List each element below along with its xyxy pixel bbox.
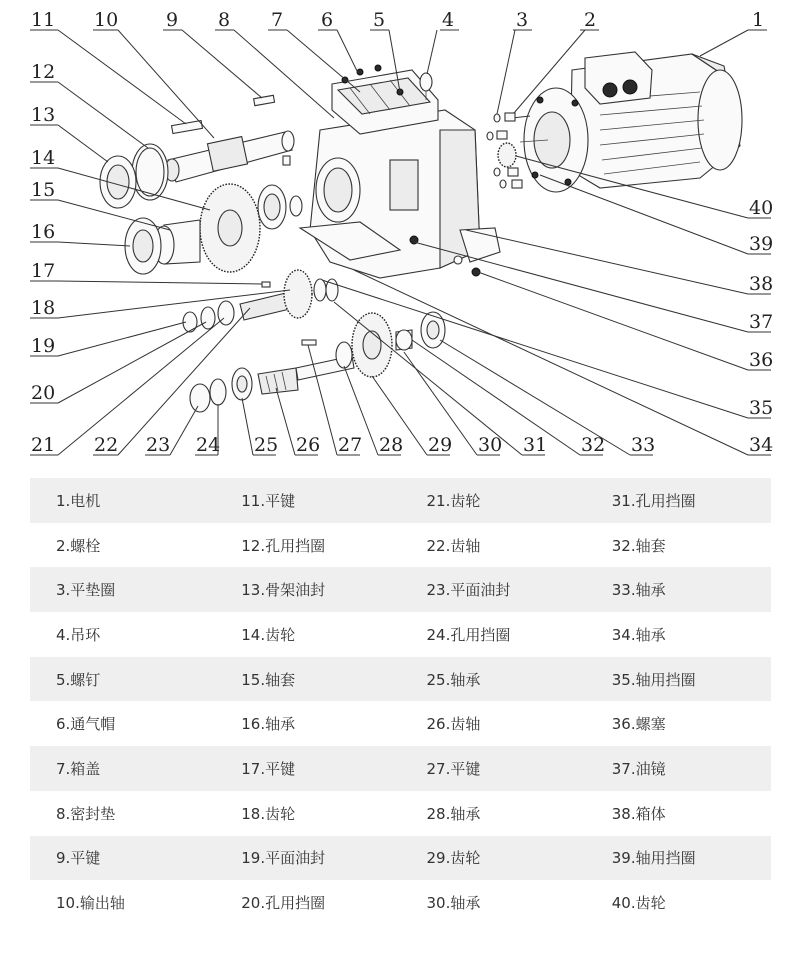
part-cell: 4.吊环 (56, 625, 101, 644)
intermediate-shaft-drawing (183, 270, 338, 332)
callout-3: 3 (516, 9, 529, 31)
callout-38: 38 (749, 273, 774, 295)
output-shaft-drawing (100, 95, 302, 274)
callout-8: 8 (218, 9, 231, 31)
part-cell: 30.轴承 (426, 894, 481, 913)
callout-34: 34 (749, 434, 774, 456)
part-cell: 6.通气帽 (56, 715, 116, 734)
part-cell: 22.齿轴 (426, 536, 481, 555)
part-cell: 17.平键 (241, 759, 296, 778)
table-row (30, 791, 771, 836)
part-cell: 25.轴承 (426, 670, 481, 689)
part-cell: 32.轴套 (611, 536, 666, 555)
part-cell: 10.输出轴 (56, 894, 125, 913)
part-cell: 2.螺栓 (56, 536, 101, 555)
callout-35: 35 (749, 397, 774, 419)
part-cell: 36.螺塞 (611, 715, 666, 734)
callout-7: 7 (271, 9, 284, 31)
part-cell: 3.平垫圈 (56, 581, 116, 600)
exploded-view-svg (0, 0, 790, 470)
callout-33: 33 (631, 434, 656, 456)
callout-40: 40 (749, 197, 774, 219)
callout-36: 36 (749, 349, 774, 371)
callout-14: 14 (31, 147, 56, 169)
callout-17: 17 (31, 260, 56, 282)
motor-pinion-drawing (498, 143, 516, 167)
part-cell: 13.骨架油封 (241, 581, 326, 600)
callout-4: 4 (442, 9, 455, 31)
callout-23: 23 (146, 434, 171, 456)
table-row (30, 612, 771, 657)
part-cell: 16.轴承 (241, 715, 296, 734)
part-cell: 23.平面油封 (426, 581, 511, 600)
part-cell: 28.轴承 (426, 804, 481, 823)
table-row (30, 523, 771, 568)
callout-25: 25 (254, 434, 279, 456)
part-cell: 20.孔用挡圈 (241, 894, 326, 913)
table-row (30, 478, 771, 523)
part-cell: 21.齿轮 (426, 491, 481, 510)
part-cell: 7.箱盖 (56, 759, 101, 778)
callout-19: 19 (31, 335, 56, 357)
callout-30: 30 (478, 434, 503, 456)
part-cell: 35.轴用挡圈 (611, 670, 696, 689)
part-cell: 18.齿轮 (241, 804, 296, 823)
part-cell: 39.轴用挡圈 (611, 849, 696, 868)
part-cell: 11.平键 (241, 491, 296, 510)
motor-drawing (520, 52, 742, 192)
callout-5: 5 (373, 9, 386, 31)
part-cell: 19.平面油封 (241, 849, 326, 868)
part-cell: 1.电机 (56, 491, 101, 510)
callout-2: 2 (584, 9, 597, 31)
part-cell: 9.平键 (56, 849, 101, 868)
part-cell: 34.轴承 (611, 625, 666, 644)
callout-32: 32 (581, 434, 606, 456)
callout-11: 11 (31, 9, 56, 31)
callout-37: 37 (749, 311, 774, 333)
callout-10: 10 (94, 9, 119, 31)
input-shaft-drawing (190, 312, 445, 412)
table-row (30, 880, 771, 925)
table-row (30, 746, 771, 791)
exploded-diagram (0, 0, 790, 470)
callout-28: 28 (379, 434, 404, 456)
part-cell: 24.孔用挡圈 (426, 625, 511, 644)
callout-6: 6 (321, 9, 334, 31)
table-row (30, 836, 771, 881)
callout-20: 20 (31, 382, 56, 404)
callout-27: 27 (338, 434, 363, 456)
part-cell: 33.轴承 (611, 581, 666, 600)
callout-9: 9 (166, 9, 179, 31)
part-cell: 8.密封垫 (56, 804, 116, 823)
callout-26: 26 (296, 434, 321, 456)
table-row (30, 657, 771, 702)
part-cell: 27.平键 (426, 759, 481, 778)
part-cell: 37.油镜 (611, 759, 666, 778)
callout-12: 12 (31, 61, 56, 83)
callout-24: 24 (196, 434, 221, 456)
callout-18: 18 (31, 297, 56, 319)
part-cell: 31.孔用挡圈 (611, 491, 696, 510)
callout-1: 1 (752, 9, 765, 31)
part-cell: 12.孔用挡圈 (241, 536, 326, 555)
callout-16: 16 (31, 221, 56, 243)
callout-15: 15 (31, 179, 56, 201)
table-row (30, 701, 771, 746)
callout-22: 22 (94, 434, 119, 456)
callout-31: 31 (523, 434, 548, 456)
callout-13: 13 (31, 104, 56, 126)
part-cell: 15.轴套 (241, 670, 296, 689)
part-cell: 5.螺钉 (56, 670, 101, 689)
part-cell: 29.齿轮 (426, 849, 481, 868)
parts-list-table (30, 478, 771, 925)
table-row (30, 567, 771, 612)
part-cell: 26.齿轴 (426, 715, 481, 734)
housing-drawing (300, 65, 500, 278)
part-cell: 14.齿轮 (241, 625, 296, 644)
part-cell: 40.齿轮 (611, 894, 666, 913)
callout-21: 21 (31, 434, 56, 456)
part-cell: 38.箱体 (611, 804, 666, 823)
callout-29: 29 (428, 434, 453, 456)
callout-39: 39 (749, 233, 774, 255)
